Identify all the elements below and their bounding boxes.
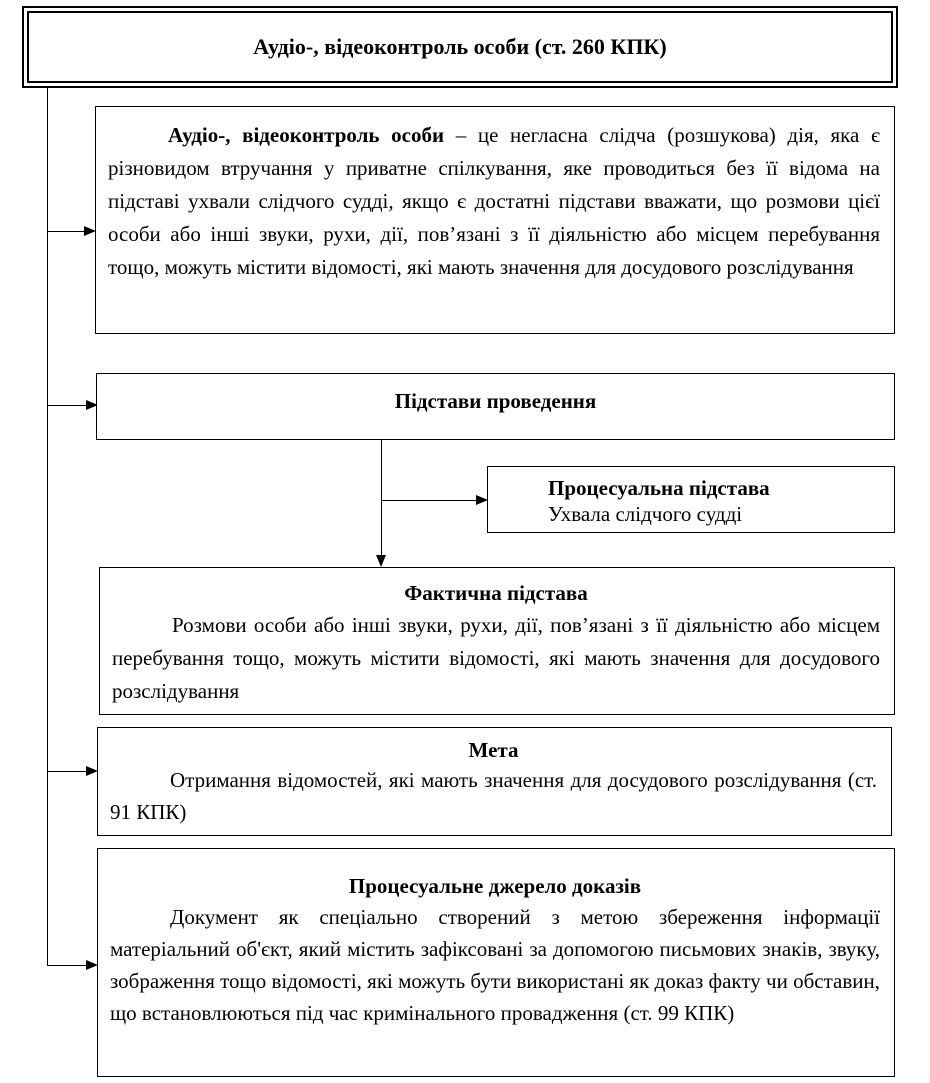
branch-line-evidence-source [47,965,87,966]
definition-box [95,106,895,334]
evidence-source-heading: Процесуальне джерело доказів [348,874,642,898]
definition-term: Аудіо-, відеоконтроль особи [168,123,445,147]
grounds-box [96,373,895,440]
diagram-title [22,6,898,88]
factual-ground-box [99,567,895,715]
purpose-heading: Мета [468,738,519,762]
grounds-sub-connector [381,440,382,556]
factual-ground-heading: Фактична підстава [404,581,588,605]
procedural-ground-heading: Процесуальна підстава [548,476,770,500]
procedural-ground-box [487,466,895,533]
grounds-heading: Підстави проведення [394,389,597,413]
purpose-box [97,727,892,836]
procedural-ground-text: Ухвала слідчого судді [548,502,743,526]
branch-line-definition [47,231,85,232]
branch-line-procedural [381,500,477,501]
branch-line-grounds [47,405,87,406]
definition-paragraph [108,119,880,284]
main-connector-line [47,88,48,966]
evidence-source-text: Документ як спеціально створений з метою збереження інформації матеріальний об'єкт, який містить зафіксовані за допомогою письмових знаків, звуку, зображення тощо відомості, які можуть бути використані як доказ факту чи обставин, що встановлюються під час кримінального провадження (ст. 99 КПК) [110,905,880,1025]
definition-text: – це негласна слідча (розшукова) дія, яка є різновидом втручання у приватне спілкування, яке проводиться без її відома на підставі ухвали слідчого судді, якщо є достатні підстави вважати, що розмови цієї особи або інші звуки, рухи, дії, пов’язані з її діяльністю або місцем перебування тощо, можуть містити відомості, які мають значення для досудового розслідування [108,123,880,279]
arrow-to-factual-ground [376,555,386,567]
branch-line-purpose [47,771,87,772]
factual-ground-text: Розмови особи або інші звуки, рухи, дії, пов’язані з її діяльністю або місцем перебування тощо, можуть містити відомості, які мають значення для досудового розслідування [112,613,880,703]
diagram-title-text: Аудіо-, відеоконтроль особи (ст. 260 КПК) [253,34,667,59]
evidence-source-box [97,848,895,1077]
purpose-text: Отримання відомостей, які мають значення для досудового розслідування (ст. 91 КПК) [110,768,877,824]
